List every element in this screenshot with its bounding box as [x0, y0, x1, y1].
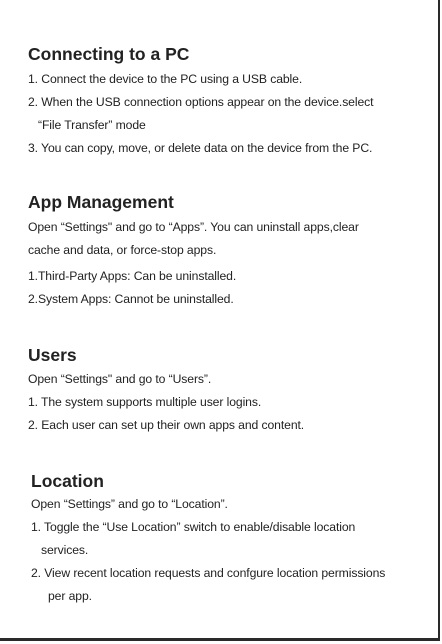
list-item: 1. The system supports multiple user logins.: [28, 395, 262, 409]
list-item-continuation: per app.: [48, 589, 92, 603]
list-item: 2. View recent location requests and confgure location permissions: [31, 566, 386, 580]
list-item: 1. Toggle the “Use Location” switch to enable/disable location: [31, 520, 356, 534]
list-item-continuation: services.: [41, 543, 89, 557]
list-item: 1. Connect the device to the PC using a USB cable.: [28, 72, 303, 86]
list-item: 2. Each user can set up their own apps and content.: [28, 418, 305, 432]
list-item: 2.System Apps: Cannot be uninstalled.: [28, 292, 234, 306]
list-item: 3. You can copy, move, or delete data on the device from the PC.: [28, 141, 373, 155]
paragraph-line: Open “Settings" and go to “Apps”. You can uninstall apps,clear: [28, 220, 359, 234]
paragraph-line: cache and data, or force-stop apps.: [28, 243, 217, 257]
list-item-continuation: “File Transfer” mode: [38, 118, 146, 132]
section-heading: App Management: [28, 192, 174, 212]
list-item: 2. When the USB connection options appear on the device.select: [28, 95, 374, 109]
paragraph-line: Open “Settings" and go to “Users”.: [28, 372, 212, 386]
section-heading: Location: [31, 471, 104, 491]
section-heading: Connecting to a PC: [28, 44, 190, 64]
list-item: 1.Third-Party Apps: Can be uninstalled.: [28, 269, 237, 283]
paragraph-line: Open “Settings” and go to “Location”.: [31, 497, 228, 511]
section-heading: Users: [28, 345, 77, 365]
